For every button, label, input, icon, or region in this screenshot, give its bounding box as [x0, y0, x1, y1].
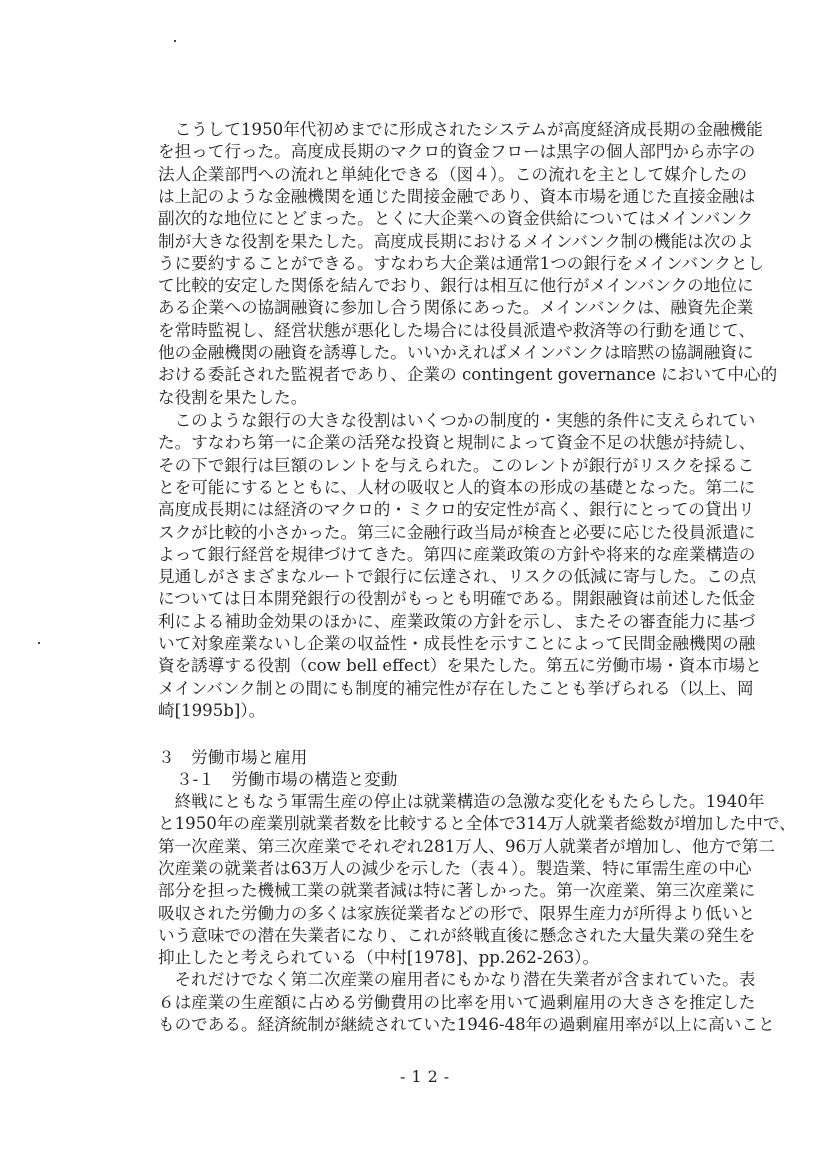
page-number: -12-	[400, 1067, 456, 1086]
text-line: 見通しがさまざまなルートで銀行に伝達され、リスクの低減に寄与した。この点	[158, 567, 757, 587]
text-line: 部分を担った機械工業の就業者減は特に著しかった。第一次産業、第三次産業に	[158, 881, 756, 901]
text-line: ある企業への協調融資に参加し合う関係にあった。メインバンクは、融資先企業	[158, 298, 754, 318]
text-line: メインバンク制との間にも制度的補完性が存在したことも挙げられる（以上、岡	[158, 678, 754, 698]
text-line: よって銀行経営を規律づけてきた。第四に産業政策の方針や将来的な産業構造の	[158, 544, 756, 564]
section-heading: ３ 労働市場と雇用	[158, 748, 308, 767]
text-line: 抑止したと考えられている（中村[1978]、pp.262-263）。	[158, 948, 600, 968]
text-line: いう意味での潜在失業者になり、これが終戦直後に懸念された大量失業の発生を	[158, 925, 756, 945]
text-line: は上記のような金融機関を通じた間接金融であり、資本市場を通じた直接金融は	[158, 186, 756, 206]
text-line: については日本開発銀行の役割がもっとも明確である。開銀融資は前述した低金	[158, 589, 756, 609]
text-line: その下で銀行は巨額のレントを与えられた。このレントが銀行がリスクを採るこ	[158, 455, 755, 475]
scan-speck	[38, 642, 40, 644]
text-line: 法人企業部門への流れと単純化できる（図４）。この流れを主として媒介したの	[158, 164, 748, 184]
text-line: それだけでなく第二次産業の雇用者にもかなり潜在失業者が含まれていた。表	[158, 970, 756, 990]
text-line: 次産業の就業者は63万人の減少を示した（表４）。製造業、特に軍需生産の中心	[158, 858, 752, 878]
text-line: こうして1950年代初めまでに形成されたシステムが高度経済成長期の金融機能	[158, 120, 763, 139]
text-line: 崎[1995b]）。	[158, 700, 266, 720]
text-line: ６は産業の生産額に占める労働費用の比率を用いて過剰雇用の大きさを推定した	[158, 992, 756, 1012]
text-line: を担って行った。高度成長期のマクロ的資金フローは黒字の個人部門から赤字の	[158, 142, 756, 162]
scan-speck	[174, 40, 176, 42]
text-line: スクが比較的小さかった。第三に金融行政当局が検査と必要に応じた役員派遣に	[158, 522, 756, 542]
text-line: を常時監視し、経営状態が悪化した場合には役員派遣や救済等の行動を通じて、	[158, 320, 756, 340]
text-line: な役割を果たした。	[158, 387, 308, 407]
text-line: 資を誘導する役割（cow bell effect）を果たした。第五に労働市場・資本市場と	[158, 656, 762, 676]
text-line: 副次的な地位にとどまった。とくに大企業への資金供給についてはメインバンク	[158, 209, 754, 229]
text-line: とを可能にするとともに、人材の吸収と人的資本の形成の基礎となった。第二に	[158, 477, 756, 497]
text-line: て比較的安定した関係を結んでおり、銀行は相互に他行がメインバンクの地位に	[158, 276, 754, 296]
text-line: いて対象産業ないし企業の収益性・成長性を示すことによって民間金融機関の融	[158, 634, 756, 653]
text-line: 吸収された労働力の多くは家族従業者などの形で、限界生産力が所得より低いと	[158, 903, 756, 923]
subsection-heading: ３-１ 労働市場の構造と変動	[176, 770, 398, 789]
text-line: 第一次産業、第三次産業でそれぞれ281万人、96万人就業者が増加し、他方で第二	[158, 836, 775, 856]
text-line: 他の金融機関の融資を誘導した。いいかえればメインバンクは暗黙の協調融資に	[158, 343, 754, 362]
text-line: と1950年の産業別就業者数を比較すると全体で314万人就業者総数が増加した中で、	[158, 814, 796, 834]
text-line: 制が大きな役割を果たした。高度成長期におけるメインバンク制の機能は次のよ	[158, 231, 754, 251]
text-line: このような銀行の大きな役割はいくつかの制度的・実態的条件に支えられてい	[158, 411, 756, 430]
text-line: 終戦にともなう軍需生産の停止は就業構造の急激な変化をもたらした。1940年	[158, 792, 765, 811]
text-line: 利による補助金効果のほかに、産業政策の方針を示し、またその審査能力に基づ	[158, 611, 756, 631]
text-line: ものである。経済統制が継続されていた1946-48年の過剰雇用率が以上に高いこと	[158, 1015, 775, 1034]
text-line: 高度成長期には経済のマクロ的・ミクロ的安定性が高く、銀行にとっての貸出リ	[158, 500, 755, 520]
text-line: おける委託された監視者であり、企業の contingent governance において中心的	[158, 365, 778, 385]
text-line: うに要約することができる。すなわち大企業は通常1つの銀行をメインバンクとし	[158, 253, 765, 273]
text-line: た。すなわち第一に企業の活発な投資と規制によって資金不足の状態が持続し、	[158, 433, 756, 453]
